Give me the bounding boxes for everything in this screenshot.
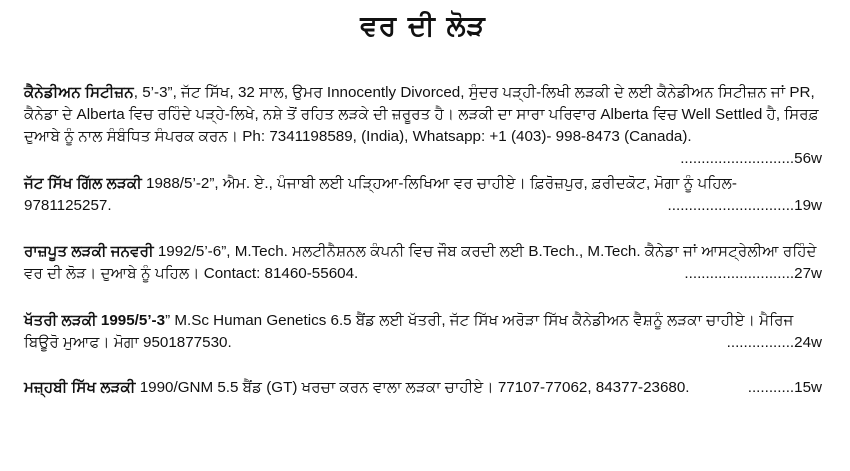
ad-item — [24, 241, 822, 285]
ad-body: , 5’-3”, ਜੱਟ ਸਿੱਖ, 32 ਸਾਲ, ਉਮਰ Innocently Divorced, ਸੁੰਦਰ ਪੜ੍ਹੀ-ਲਿਖੀ ਲੜਕੀ ਦੇ ਲਈ ਕੈਨੇਡੀਅਨ ਸਿਟੀਜ਼ਨ ਜਾਂ PR, ਕੈਨੇਡਾ ਦੇ Alberta ਵਿਚ ਰਹਿੰਦੇ ਪੜ੍ਹੇ-ਲਿਖੇ, ਨਸ਼ੇ ਤੋਂ ਰਹਿਤ ਲੜਕੇ ਦੀ ਜ਼ਰੂਰਤ ਹੈ। ਲੜਕੀ ਦਾ ਸਾਰਾ ਪਰਿਵਾਰ Alberta ਵਿਚ Well Settled ਹੈ, ਸਿਰਫ਼ ਦੁਆਬੇ ਨੂੰ ਨਾਲ ਸੰਬੰਧਿਤ ਸੰਪਰਕ ਕਰਨ। Ph: 7341198589, (India), Whatsapp: +1 (403)- 998-8473 (Canada). — [24, 84, 819, 145]
ad-lead: ਖੱਤਰੀ ਲੜਕੀ 1995/5’-3 — [24, 312, 166, 329]
ad-item — [24, 82, 822, 167]
ad-lead: ਕੈਨੇਡੀਅਨ ਸਿਟੀਜ਼ਨ — [24, 84, 134, 101]
ad-word-count: ..........................27w — [684, 265, 822, 282]
ad-body: 1992/5’-6”, M.Tech. ਮਲਟੀਨੈਸ਼ਨਲ ਕੰਪਨੀ ਵਿਚ ਜੌਬ ਕਰਦੀ ਲਈ B.Tech., M.Tech. ਕੈਨੇਡਾ ਜਾਂ ਆਸਟ੍ਰੇਲੀਆ ਰਹਿੰਦੇ ਵਰ ਦੀ ਲੋੜ। ਦੁਆਬੇ ਨੂੰ ਪਹਿਲ। Contact: 81460-55604. — [24, 243, 817, 282]
ad-lead: ਮਜ਼੍ਹਬੀ ਸਿੱਖ ਲੜਕੀ — [24, 379, 136, 396]
ad-word-count: ..............................19w — [667, 197, 822, 214]
ad-body: ” M.Sc Human Genetics 6.5 ਬੈਂਡ ਲਈ ਖੱਤਰੀ, ਜੱਟ ਸਿੱਖ ਅਰੋੜਾ ਸਿੱਖ ਕੈਨੇਡੀਅਨ ਵੈਸ਼ਨੂੰ ਲੜਕਾ ਚਾਹੀਏ। ਮੈਰਿਜ ਬਿਊਰੋ ਮੁਆਫ। ਮੋਗਾ 9501877530. — [24, 312, 794, 351]
ad-word-count: ...........15w — [747, 379, 822, 396]
ad-lead: ਰਾਜ਼ਪੂਤ ਲੜਕੀ ਜਨਵਰੀ — [24, 243, 154, 260]
ad-lead: ਜੱਟ ਸਿੱਖ ਗਿੱਲ ਲੜਕੀ — [24, 175, 142, 192]
ad-word-count: ...........................56w — [680, 150, 822, 167]
ad-body: 1988/5’-2”, ਐਮ. ਏ., ਪੰਜਾਬੀ ਲਈ ਪੜ੍ਹਿਆ-ਲਿਖਿਆ ਵਰ ਚਾਹੀਏ। ਫ਼ਿਰੋਜ਼ਪੁਰ, ਫ਼ਰੀਦਕੋਟ, ਮੋਗਾ ਨੂੰ ਪਹਿਲ- 9781125257. — [24, 175, 737, 214]
ad-body: 1990/GNM 5.5 ਬੈਂਡ (GT) ਖਰਚਾ ਕਰਨ ਵਾਲਾ ਲੜਕਾ ਚਾਹੀਏ। 77107-77062, 84377-23680. — [135, 379, 690, 396]
ad-item — [24, 310, 822, 354]
page-title: ਵਰ ਦੀ ਲੋੜ — [360, 9, 486, 42]
ad-word-count: ................24w — [726, 334, 822, 351]
ad-list — [24, 82, 822, 399]
ad-item — [24, 173, 822, 217]
ad-item — [24, 377, 822, 399]
